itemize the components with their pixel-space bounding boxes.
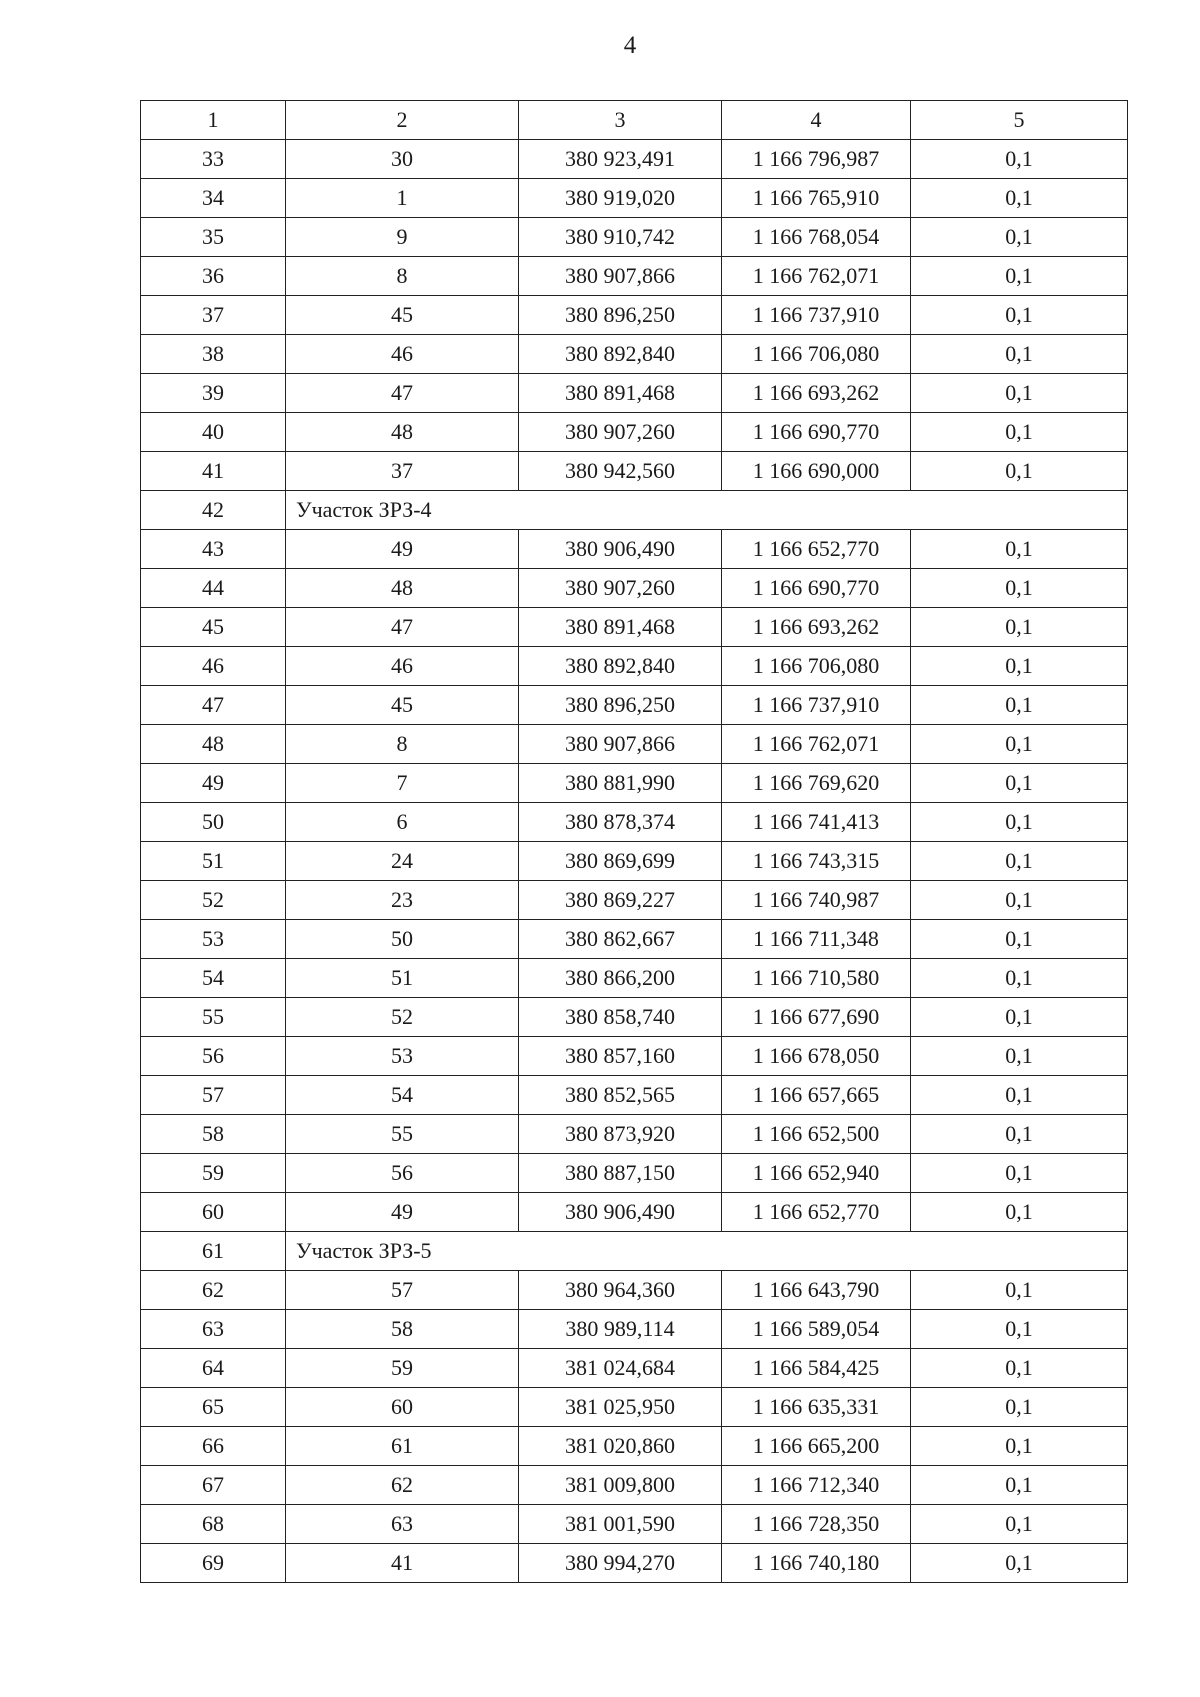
x-coordinate-cell: 380 919,020: [519, 179, 722, 218]
accuracy-cell: 0,1: [911, 1466, 1128, 1505]
x-coordinate-cell: 380 862,667: [519, 920, 722, 959]
table-row: [141, 959, 1128, 998]
row-number-cell: 62: [141, 1271, 286, 1310]
y-coordinate-cell: 1 166 743,315: [722, 842, 911, 881]
accuracy-cell: 0,1: [911, 179, 1128, 218]
x-coordinate-cell: 380 881,990: [519, 764, 722, 803]
point-number-cell: 61: [286, 1427, 519, 1466]
table-body: [141, 140, 1128, 1583]
x-coordinate-cell: 380 869,227: [519, 881, 722, 920]
point-number-cell: 47: [286, 374, 519, 413]
point-number-cell: 49: [286, 1193, 519, 1232]
x-coordinate-cell: 380 896,250: [519, 686, 722, 725]
row-number-cell: 40: [141, 413, 286, 452]
accuracy-cell: 0,1: [911, 842, 1128, 881]
x-coordinate-cell: 380 896,250: [519, 296, 722, 335]
table-row: [141, 218, 1128, 257]
row-number-cell: 65: [141, 1388, 286, 1427]
accuracy-cell: 0,1: [911, 1115, 1128, 1154]
accuracy-cell: 0,1: [911, 257, 1128, 296]
point-number-cell: 48: [286, 569, 519, 608]
row-number-cell: 48: [141, 725, 286, 764]
accuracy-cell: 0,1: [911, 1310, 1128, 1349]
y-coordinate-cell: 1 166 643,790: [722, 1271, 911, 1310]
y-coordinate-cell: 1 166 711,348: [722, 920, 911, 959]
row-number-cell: 66: [141, 1427, 286, 1466]
x-coordinate-cell: 381 001,590: [519, 1505, 722, 1544]
table-row: [141, 1388, 1128, 1427]
x-coordinate-cell: 380 892,840: [519, 647, 722, 686]
accuracy-cell: 0,1: [911, 959, 1128, 998]
y-coordinate-cell: 1 166 768,054: [722, 218, 911, 257]
y-coordinate-cell: 1 166 712,340: [722, 1466, 911, 1505]
x-coordinate-cell: 381 009,800: [519, 1466, 722, 1505]
accuracy-cell: 0,1: [911, 1154, 1128, 1193]
table-row: [141, 452, 1128, 491]
x-coordinate-cell: 380 878,374: [519, 803, 722, 842]
y-coordinate-cell: 1 166 693,262: [722, 608, 911, 647]
accuracy-cell: 0,1: [911, 569, 1128, 608]
x-coordinate-cell: 380 873,920: [519, 1115, 722, 1154]
accuracy-cell: 0,1: [911, 413, 1128, 452]
row-number-cell: 53: [141, 920, 286, 959]
x-coordinate-cell: 381 024,684: [519, 1349, 722, 1388]
row-number-cell: 58: [141, 1115, 286, 1154]
accuracy-cell: 0,1: [911, 647, 1128, 686]
point-number-cell: 46: [286, 335, 519, 374]
table-row: [141, 374, 1128, 413]
coordinates-table: [140, 100, 1128, 1583]
y-coordinate-cell: 1 166 690,770: [722, 413, 911, 452]
row-number-cell: 35: [141, 218, 286, 257]
table-row: [141, 1076, 1128, 1115]
accuracy-cell: 0,1: [911, 920, 1128, 959]
x-coordinate-cell: 380 892,840: [519, 335, 722, 374]
row-number-cell: 67: [141, 1466, 286, 1505]
x-coordinate-cell: 380 906,490: [519, 530, 722, 569]
header-cell: 1: [141, 101, 286, 140]
table-row: [141, 725, 1128, 764]
accuracy-cell: 0,1: [911, 1349, 1128, 1388]
point-number-cell: 63: [286, 1505, 519, 1544]
point-number-cell: 30: [286, 140, 519, 179]
y-coordinate-cell: 1 166 690,000: [722, 452, 911, 491]
table-row: [141, 647, 1128, 686]
row-number-cell: 52: [141, 881, 286, 920]
point-number-cell: 60: [286, 1388, 519, 1427]
accuracy-cell: 0,1: [911, 1193, 1128, 1232]
row-number-cell: 38: [141, 335, 286, 374]
row-number-cell: 50: [141, 803, 286, 842]
table-row: [141, 413, 1128, 452]
y-coordinate-cell: 1 166 635,331: [722, 1388, 911, 1427]
accuracy-cell: 0,1: [911, 608, 1128, 647]
row-number-cell: 69: [141, 1544, 286, 1583]
y-coordinate-cell: 1 166 678,050: [722, 1037, 911, 1076]
table-row: [141, 764, 1128, 803]
point-number-cell: 53: [286, 1037, 519, 1076]
y-coordinate-cell: 1 166 584,425: [722, 1349, 911, 1388]
point-number-cell: 55: [286, 1115, 519, 1154]
row-number-cell: 63: [141, 1310, 286, 1349]
y-coordinate-cell: 1 166 762,071: [722, 725, 911, 764]
point-number-cell: 37: [286, 452, 519, 491]
point-number-cell: 7: [286, 764, 519, 803]
table-row: [141, 296, 1128, 335]
row-number-cell: 51: [141, 842, 286, 881]
x-coordinate-cell: 380 907,260: [519, 569, 722, 608]
point-number-cell: 47: [286, 608, 519, 647]
table-row: [141, 1466, 1128, 1505]
row-number-cell: 41: [141, 452, 286, 491]
page-number: 4: [623, 32, 637, 59]
x-coordinate-cell: 380 891,468: [519, 608, 722, 647]
y-coordinate-cell: 1 166 769,620: [722, 764, 911, 803]
point-number-cell: 8: [286, 725, 519, 764]
x-coordinate-cell: 381 025,950: [519, 1388, 722, 1427]
y-coordinate-cell: 1 166 762,071: [722, 257, 911, 296]
accuracy-cell: 0,1: [911, 1544, 1128, 1583]
y-coordinate-cell: 1 166 652,940: [722, 1154, 911, 1193]
y-coordinate-cell: 1 166 710,580: [722, 959, 911, 998]
table-row: [141, 257, 1128, 296]
accuracy-cell: 0,1: [911, 803, 1128, 842]
x-coordinate-cell: 380 907,260: [519, 413, 722, 452]
y-coordinate-cell: 1 166 677,690: [722, 998, 911, 1037]
section-label: Участок ЗРЗ-5: [286, 1232, 1128, 1271]
row-number-cell: 47: [141, 686, 286, 725]
y-coordinate-cell: 1 166 652,500: [722, 1115, 911, 1154]
point-number-cell: 62: [286, 1466, 519, 1505]
y-coordinate-cell: 1 166 665,200: [722, 1427, 911, 1466]
point-number-cell: 54: [286, 1076, 519, 1115]
y-coordinate-cell: 1 166 737,910: [722, 296, 911, 335]
x-coordinate-cell: 380 906,490: [519, 1193, 722, 1232]
x-coordinate-cell: 380 869,699: [519, 842, 722, 881]
row-number-cell: 34: [141, 179, 286, 218]
x-coordinate-cell: 380 857,160: [519, 1037, 722, 1076]
row-number-cell: 68: [141, 1505, 286, 1544]
x-coordinate-cell: 380 907,866: [519, 725, 722, 764]
accuracy-cell: 0,1: [911, 374, 1128, 413]
point-number-cell: 6: [286, 803, 519, 842]
x-coordinate-cell: 380 858,740: [519, 998, 722, 1037]
row-number-cell: 57: [141, 1076, 286, 1115]
table-row: [141, 1154, 1128, 1193]
point-number-cell: 52: [286, 998, 519, 1037]
row-number-cell: 42: [141, 491, 286, 530]
point-number-cell: 59: [286, 1349, 519, 1388]
table-row: [141, 842, 1128, 881]
header-cell: 4: [722, 101, 911, 140]
table-row: [141, 179, 1128, 218]
x-coordinate-cell: 380 923,491: [519, 140, 722, 179]
row-number-cell: 39: [141, 374, 286, 413]
y-coordinate-cell: 1 166 652,770: [722, 1193, 911, 1232]
table-row: [141, 1427, 1128, 1466]
accuracy-cell: 0,1: [911, 140, 1128, 179]
x-coordinate-cell: 380 852,565: [519, 1076, 722, 1115]
accuracy-cell: 0,1: [911, 998, 1128, 1037]
table-row: [141, 881, 1128, 920]
y-coordinate-cell: 1 166 657,665: [722, 1076, 911, 1115]
y-coordinate-cell: 1 166 737,910: [722, 686, 911, 725]
x-coordinate-cell: 380 887,150: [519, 1154, 722, 1193]
header-cell: 5: [911, 101, 1128, 140]
y-coordinate-cell: 1 166 740,180: [722, 1544, 911, 1583]
table-row: [141, 1505, 1128, 1544]
y-coordinate-cell: 1 166 589,054: [722, 1310, 911, 1349]
row-number-cell: 55: [141, 998, 286, 1037]
x-coordinate-cell: 380 907,866: [519, 257, 722, 296]
y-coordinate-cell: 1 166 740,987: [722, 881, 911, 920]
accuracy-cell: 0,1: [911, 1427, 1128, 1466]
table-row: [141, 530, 1128, 569]
accuracy-cell: 0,1: [911, 1505, 1128, 1544]
accuracy-cell: 0,1: [911, 686, 1128, 725]
point-number-cell: 50: [286, 920, 519, 959]
x-coordinate-cell: 380 891,468: [519, 374, 722, 413]
table-row: [141, 686, 1128, 725]
x-coordinate-cell: 380 942,560: [519, 452, 722, 491]
point-number-cell: 45: [286, 296, 519, 335]
point-number-cell: 45: [286, 686, 519, 725]
point-number-cell: 48: [286, 413, 519, 452]
table-row: [141, 803, 1128, 842]
accuracy-cell: 0,1: [911, 218, 1128, 257]
y-coordinate-cell: 1 166 706,080: [722, 335, 911, 374]
y-coordinate-cell: 1 166 765,910: [722, 179, 911, 218]
point-number-cell: 57: [286, 1271, 519, 1310]
point-number-cell: 51: [286, 959, 519, 998]
point-number-cell: 9: [286, 218, 519, 257]
point-number-cell: 41: [286, 1544, 519, 1583]
accuracy-cell: 0,1: [911, 1271, 1128, 1310]
accuracy-cell: 0,1: [911, 881, 1128, 920]
accuracy-cell: 0,1: [911, 530, 1128, 569]
point-number-cell: 8: [286, 257, 519, 296]
table-row: [141, 1115, 1128, 1154]
y-coordinate-cell: 1 166 652,770: [722, 530, 911, 569]
y-coordinate-cell: 1 166 796,987: [722, 140, 911, 179]
row-number-cell: 33: [141, 140, 286, 179]
accuracy-cell: 0,1: [911, 335, 1128, 374]
y-coordinate-cell: 1 166 706,080: [722, 647, 911, 686]
x-coordinate-cell: 380 910,742: [519, 218, 722, 257]
point-number-cell: 56: [286, 1154, 519, 1193]
table-header-row: [141, 101, 1128, 140]
table-row: [141, 920, 1128, 959]
accuracy-cell: 0,1: [911, 725, 1128, 764]
point-number-cell: 1: [286, 179, 519, 218]
table-row: [141, 608, 1128, 647]
row-number-cell: 64: [141, 1349, 286, 1388]
accuracy-cell: 0,1: [911, 1076, 1128, 1115]
table-row: [141, 998, 1128, 1037]
accuracy-cell: 0,1: [911, 296, 1128, 335]
table-row: [141, 569, 1128, 608]
y-coordinate-cell: 1 166 693,262: [722, 374, 911, 413]
table-row: [141, 1310, 1128, 1349]
row-number-cell: 56: [141, 1037, 286, 1076]
x-coordinate-cell: 380 989,114: [519, 1310, 722, 1349]
table-row: [141, 140, 1128, 179]
y-coordinate-cell: 1 166 741,413: [722, 803, 911, 842]
accuracy-cell: 0,1: [911, 452, 1128, 491]
table-row: [141, 1349, 1128, 1388]
row-number-cell: 60: [141, 1193, 286, 1232]
point-number-cell: 23: [286, 881, 519, 920]
row-number-cell: 36: [141, 257, 286, 296]
point-number-cell: 24: [286, 842, 519, 881]
table-row: [141, 1544, 1128, 1583]
point-number-cell: 58: [286, 1310, 519, 1349]
row-number-cell: 49: [141, 764, 286, 803]
x-coordinate-cell: 381 020,860: [519, 1427, 722, 1466]
accuracy-cell: 0,1: [911, 1388, 1128, 1427]
header-cell: 3: [519, 101, 722, 140]
point-number-cell: 49: [286, 530, 519, 569]
accuracy-cell: 0,1: [911, 1037, 1128, 1076]
table-row: [141, 335, 1128, 374]
point-number-cell: 46: [286, 647, 519, 686]
x-coordinate-cell: 380 866,200: [519, 959, 722, 998]
section-row: [141, 1232, 1128, 1271]
row-number-cell: 45: [141, 608, 286, 647]
y-coordinate-cell: 1 166 690,770: [722, 569, 911, 608]
row-number-cell: 46: [141, 647, 286, 686]
row-number-cell: 37: [141, 296, 286, 335]
table-row: [141, 1193, 1128, 1232]
section-label: Участок ЗРЗ-4: [286, 491, 1128, 530]
header-cell: 2: [286, 101, 519, 140]
row-number-cell: 54: [141, 959, 286, 998]
accuracy-cell: 0,1: [911, 764, 1128, 803]
x-coordinate-cell: 380 994,270: [519, 1544, 722, 1583]
y-coordinate-cell: 1 166 728,350: [722, 1505, 911, 1544]
row-number-cell: 61: [141, 1232, 286, 1271]
row-number-cell: 59: [141, 1154, 286, 1193]
table-row: [141, 1037, 1128, 1076]
row-number-cell: 44: [141, 569, 286, 608]
x-coordinate-cell: 380 964,360: [519, 1271, 722, 1310]
table-row: [141, 1271, 1128, 1310]
row-number-cell: 43: [141, 530, 286, 569]
section-row: [141, 491, 1128, 530]
